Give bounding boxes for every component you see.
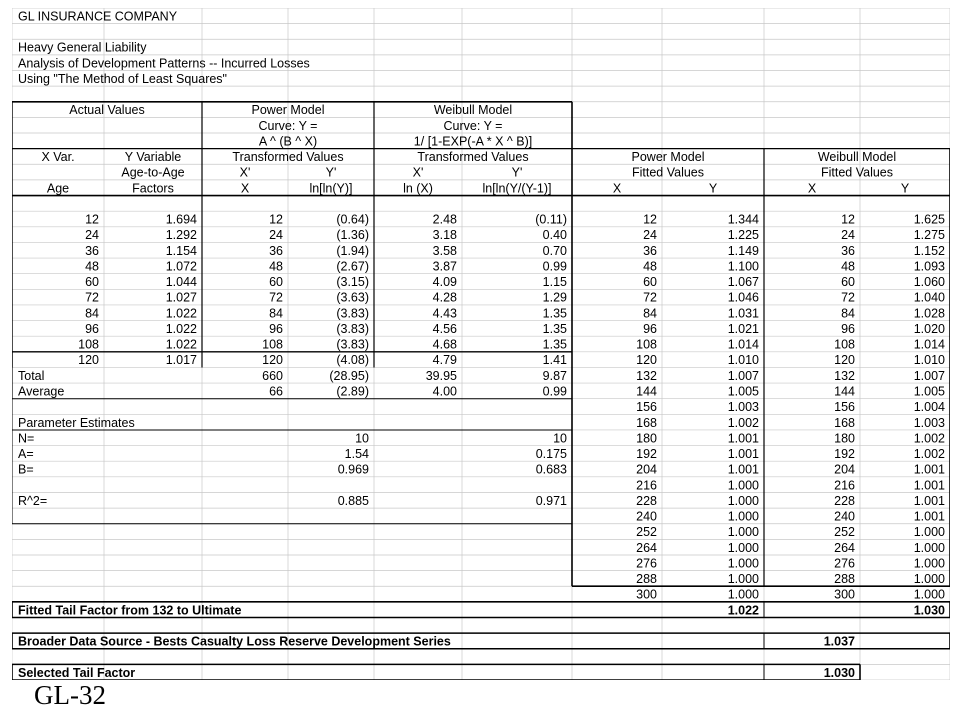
- fitted-power-y-cell: 1.014: [727, 337, 759, 352]
- group-power-model: Power Model: [251, 103, 325, 118]
- average-label: Average: [18, 384, 65, 399]
- factor-cell: 1.044: [165, 275, 197, 290]
- age-cell: 120: [78, 353, 99, 368]
- col-header-lnln: ln[ln(Y)]: [309, 181, 353, 196]
- fitted-power-y-cell: 1.000: [727, 572, 759, 587]
- fitted-power-x-cell: 216: [636, 478, 657, 493]
- col-header-fitted-weibull: Fitted Values: [820, 165, 894, 180]
- power-yprime-cell: (4.08): [336, 353, 369, 368]
- group-weibull-model: Weibull Model: [433, 103, 513, 118]
- fitted-power-y-cell: 1.100: [727, 259, 759, 274]
- age-cell: 12: [85, 212, 99, 227]
- fitted-power-x-cell: 108: [636, 337, 657, 352]
- report-subtitle: Analysis of Development Patterns -- Incurred Losses: [18, 56, 310, 71]
- fitted-weibull-x-cell: 288: [834, 572, 855, 587]
- fitted-weibull-x-cell: 204: [834, 462, 855, 477]
- col-header-transformed-power: Transformed Values: [232, 150, 344, 165]
- fitted-power-y-cell: 1.000: [727, 540, 759, 555]
- parameter-label: B=: [18, 462, 34, 477]
- age-cell: 108: [78, 337, 99, 352]
- col-header-age: Age: [46, 181, 70, 196]
- weibull-xprime-cell: 3.58: [432, 243, 457, 258]
- weibull-xprime-cell: 4.56: [432, 321, 457, 336]
- col-header-yprime-power: Y': [325, 165, 337, 180]
- power-yprime-cell: (1.36): [336, 228, 369, 243]
- fitted-weibull-y-cell: 1.040: [913, 290, 945, 305]
- fitted-power-x-cell: 24: [643, 228, 657, 243]
- slide-label: GL-32: [34, 680, 106, 710]
- fitted-weibull-x-cell: 192: [834, 447, 855, 462]
- fitted-power-y-cell: 1.149: [727, 243, 759, 258]
- fitted-weibull-x-cell: 60: [841, 275, 855, 290]
- fitted-weibull-y-cell: 1.001: [913, 462, 945, 477]
- fitted-weibull-x-cell: 264: [834, 540, 855, 555]
- fitted-weibull-y-cell: 1.000: [913, 540, 945, 555]
- broader-data-source-value: 1.037: [823, 634, 855, 649]
- col-header-yvar: Y Variable: [124, 150, 182, 165]
- fitted-weibull-y-cell: 1.000: [913, 525, 945, 540]
- fitted-weibull-y-cell: 1.000: [913, 556, 945, 571]
- parameter-label: N=: [18, 431, 35, 446]
- fitted-weibull-x-cell: 144: [834, 384, 855, 399]
- fitted-power-x-cell: 96: [643, 321, 657, 336]
- fitted-weibull-y-cell: 1.004: [913, 400, 945, 415]
- cell-texts: [18, 9, 945, 679]
- total-weibull-y: 9.87: [542, 368, 567, 383]
- fitted-weibull-x-cell: 240: [834, 509, 855, 524]
- broader-data-source-label: Broader Data Source - Bests Casualty Loss Reserve Development Series: [18, 634, 451, 649]
- fitted-power-x-cell: 144: [636, 384, 657, 399]
- total-power-x: 660: [262, 368, 283, 383]
- fitted-power-x-cell: 84: [643, 306, 657, 321]
- fitted-power-x-cell: 156: [636, 400, 657, 415]
- fitted-power-x-cell: 48: [643, 259, 657, 274]
- weibull-yprime-cell: 1.29: [542, 290, 567, 305]
- factor-cell: 1.022: [165, 321, 197, 336]
- total-weibull-x: 39.95: [425, 368, 457, 383]
- fitted-weibull-y-cell: 1.625: [913, 212, 945, 227]
- col-header-yprime-weibull: Y': [511, 165, 523, 180]
- selected-tail-factor-value: 1.030: [823, 665, 855, 680]
- average-power-y: (2.89): [336, 384, 369, 399]
- age-cell: 24: [85, 228, 99, 243]
- parameter-label: R^2=: [18, 493, 48, 508]
- average-power-x: 66: [269, 384, 283, 399]
- weibull-yprime-cell: 1.35: [542, 306, 567, 321]
- power-yprime-cell: (2.67): [336, 259, 369, 274]
- power-xprime-cell: 24: [269, 228, 283, 243]
- factor-cell: 1.292: [165, 228, 197, 243]
- spreadsheet: [12, 8, 950, 680]
- fitted-tail-factor-label: Fitted Tail Factor from 132 to Ultimate: [18, 603, 242, 618]
- power-yprime-cell: (0.64): [336, 212, 369, 227]
- parameter-weibull-value: 10: [553, 431, 567, 446]
- fitted-weibull-y-cell: 1.000: [913, 572, 945, 587]
- age-cell: 96: [85, 321, 99, 336]
- weibull-yprime-cell: 1.35: [542, 337, 567, 352]
- col-header-factors: Factors: [132, 181, 174, 196]
- factor-cell: 1.017: [165, 353, 197, 368]
- col-header-fitted-x-power: X: [612, 181, 622, 196]
- factor-cell: 1.022: [165, 337, 197, 352]
- power-yprime-cell: (1.94): [336, 243, 369, 258]
- fitted-power-x-cell: 264: [636, 540, 657, 555]
- weibull-curve-formula: 1/ [1-EXP(-A * X ^ B)]: [413, 134, 533, 149]
- weibull-yprime-cell: 0.99: [542, 259, 567, 274]
- power-yprime-cell: (3.83): [336, 337, 369, 352]
- weibull-yprime-cell: 0.70: [542, 243, 567, 258]
- fitted-power-x-cell: 60: [643, 275, 657, 290]
- weibull-xprime-cell: 2.48: [432, 212, 457, 227]
- factor-cell: 1.694: [165, 212, 197, 227]
- fitted-weibull-x-cell: 156: [834, 400, 855, 415]
- average-weibull-y: 0.99: [542, 384, 567, 399]
- group-actual-values: Actual Values: [69, 103, 145, 118]
- fitted-power-x-cell: 252: [636, 525, 657, 540]
- fitted-weibull-x-cell: 228: [834, 493, 855, 508]
- col-header-power-model: Power Model: [631, 150, 705, 165]
- fitted-power-y-cell: 1.001: [727, 447, 759, 462]
- fitted-weibull-y-cell: 1.003: [913, 415, 945, 430]
- fitted-weibull-y-cell: 1.001: [913, 509, 945, 524]
- fitted-weibull-x-cell: 252: [834, 525, 855, 540]
- fitted-weibull-y-cell: 1.152: [913, 243, 945, 258]
- col-header-fitted-y-weibull: Y: [900, 181, 910, 196]
- fitted-weibull-x-cell: 300: [834, 587, 855, 602]
- fitted-weibull-y-cell: 1.002: [913, 431, 945, 446]
- fitted-weibull-y-cell: 1.014: [913, 337, 945, 352]
- fitted-weibull-x-cell: 132: [834, 368, 855, 383]
- power-xprime-cell: 96: [269, 321, 283, 336]
- weibull-xprime-cell: 3.18: [432, 228, 457, 243]
- fitted-power-y-cell: 1.000: [727, 556, 759, 571]
- parameter-power-value: 1.54: [344, 447, 369, 462]
- power-curve-label: Curve: Y =: [258, 118, 318, 133]
- fitted-weibull-x-cell: 276: [834, 556, 855, 571]
- fitted-power-y-cell: 1.000: [727, 509, 759, 524]
- col-header-fitted-power: Fitted Values: [631, 165, 705, 180]
- weibull-yprime-cell: 1.35: [542, 321, 567, 336]
- fitted-power-x-cell: 12: [643, 212, 657, 227]
- fitted-power-y-cell: 1.002: [727, 415, 759, 430]
- factor-cell: 1.072: [165, 259, 197, 274]
- col-header-xvar: X Var.: [41, 150, 75, 165]
- col-header-weibull-model: Weibull Model: [817, 150, 897, 165]
- fitted-power-y-cell: 1.225: [727, 228, 759, 243]
- total-power-y: (28.95): [329, 368, 369, 383]
- fitted-weibull-y-cell: 1.007: [913, 368, 945, 383]
- fitted-weibull-x-cell: 48: [841, 259, 855, 274]
- fitted-weibull-y-cell: 1.002: [913, 447, 945, 462]
- age-cell: 60: [85, 275, 99, 290]
- fitted-power-y-cell: 1.000: [727, 478, 759, 493]
- power-curve-formula: A ^ (B ^ X): [258, 134, 318, 149]
- weibull-xprime-cell: 4.79: [432, 353, 457, 368]
- power-xprime-cell: 36: [269, 243, 283, 258]
- fitted-power-x-cell: 228: [636, 493, 657, 508]
- age-cell: 84: [85, 306, 99, 321]
- fitted-weibull-y-cell: 1.001: [913, 478, 945, 493]
- parameter-power-value: 0.969: [337, 462, 369, 477]
- fitted-weibull-x-cell: 120: [834, 353, 855, 368]
- average-weibull-x: 4.00: [432, 384, 457, 399]
- fitted-power-y-cell: 1.007: [727, 368, 759, 383]
- weibull-yprime-cell: 0.40: [542, 228, 567, 243]
- power-xprime-cell: 120: [262, 353, 283, 368]
- weibull-curve-label: Curve: Y =: [443, 118, 503, 133]
- power-xprime-cell: 108: [262, 337, 283, 352]
- col-header-xprime-power: X': [239, 165, 251, 180]
- col-header-transformed-weibull: Transformed Values: [417, 150, 529, 165]
- col-header-lnln2: ln[ln(Y/(Y-1)]: [482, 181, 552, 196]
- col-header-fitted-y-power: Y: [708, 181, 718, 196]
- weibull-yprime-cell: (0.11): [535, 212, 567, 227]
- weibull-xprime-cell: 4.68: [432, 337, 457, 352]
- fitted-weibull-y-cell: 1.000: [913, 587, 945, 602]
- parameter-weibull-value: 0.175: [535, 447, 567, 462]
- spreadsheet-grid: [12, 8, 950, 680]
- fitted-weibull-y-cell: 1.010: [913, 353, 945, 368]
- fitted-tail-power-value: 1.022: [727, 603, 759, 618]
- fitted-weibull-x-cell: 84: [841, 306, 855, 321]
- age-cell: 48: [85, 259, 99, 274]
- col-header-lnx: ln (X): [403, 181, 433, 196]
- power-xprime-cell: 60: [269, 275, 283, 290]
- fitted-power-x-cell: 72: [643, 290, 657, 305]
- factor-cell: 1.027: [165, 290, 197, 305]
- fitted-power-y-cell: 1.001: [727, 431, 759, 446]
- fitted-power-y-cell: 1.000: [727, 525, 759, 540]
- report-method: Using "The Method of Least Squares": [18, 71, 227, 86]
- fitted-power-x-cell: 192: [636, 447, 657, 462]
- fitted-power-y-cell: 1.000: [727, 587, 759, 602]
- fitted-power-y-cell: 1.010: [727, 353, 759, 368]
- fitted-power-x-cell: 168: [636, 415, 657, 430]
- power-xprime-cell: 84: [269, 306, 283, 321]
- fitted-weibull-x-cell: 12: [841, 212, 855, 227]
- parameter-estimates-title: Parameter Estimates: [18, 415, 135, 430]
- parameter-label: A=: [18, 447, 34, 462]
- weibull-xprime-cell: 3.87: [432, 259, 457, 274]
- fitted-power-x-cell: 36: [643, 243, 657, 258]
- fitted-weibull-y-cell: 1.005: [913, 384, 945, 399]
- fitted-power-y-cell: 1.067: [727, 275, 759, 290]
- age-cell: 36: [85, 243, 99, 258]
- fitted-tail-weibull-value: 1.030: [913, 603, 945, 618]
- fitted-weibull-y-cell: 1.093: [913, 259, 945, 274]
- power-xprime-cell: 48: [269, 259, 283, 274]
- fitted-power-x-cell: 240: [636, 509, 657, 524]
- col-header-x-power: X: [240, 181, 250, 196]
- fitted-power-y-cell: 1.001: [727, 462, 759, 477]
- fitted-weibull-y-cell: 1.275: [913, 228, 945, 243]
- col-header-age-to-age: Age-to-Age: [121, 165, 185, 180]
- fitted-weibull-x-cell: 24: [841, 228, 855, 243]
- fitted-power-y-cell: 1.031: [727, 306, 759, 321]
- weibull-xprime-cell: 4.43: [432, 306, 457, 321]
- fitted-power-y-cell: 1.021: [727, 321, 759, 336]
- fitted-power-y-cell: 1.005: [727, 384, 759, 399]
- fitted-weibull-x-cell: 36: [841, 243, 855, 258]
- fitted-power-y-cell: 1.000: [727, 493, 759, 508]
- selected-tail-factor-label: Selected Tail Factor: [18, 665, 136, 680]
- company-name: GL INSURANCE COMPANY: [18, 9, 178, 24]
- col-header-fitted-x-weibull: X: [807, 181, 817, 196]
- fitted-weibull-y-cell: 1.028: [913, 306, 945, 321]
- fitted-weibull-y-cell: 1.060: [913, 275, 945, 290]
- weibull-xprime-cell: 4.28: [432, 290, 457, 305]
- power-yprime-cell: (3.15): [336, 275, 369, 290]
- parameter-weibull-value: 0.683: [535, 462, 567, 477]
- parameter-power-value: 10: [355, 431, 369, 446]
- fitted-weibull-y-cell: 1.020: [913, 321, 945, 336]
- fitted-weibull-y-cell: 1.001: [913, 493, 945, 508]
- fitted-weibull-x-cell: 72: [841, 290, 855, 305]
- fitted-power-x-cell: 120: [636, 353, 657, 368]
- weibull-yprime-cell: 1.15: [542, 275, 567, 290]
- weibull-yprime-cell: 1.41: [542, 353, 567, 368]
- fitted-weibull-x-cell: 168: [834, 415, 855, 430]
- fitted-power-x-cell: 288: [636, 572, 657, 587]
- factor-cell: 1.154: [165, 243, 197, 258]
- fitted-power-x-cell: 300: [636, 587, 657, 602]
- fitted-power-y-cell: 1.046: [727, 290, 759, 305]
- fitted-power-x-cell: 276: [636, 556, 657, 571]
- fitted-power-x-cell: 180: [636, 431, 657, 446]
- power-xprime-cell: 12: [269, 212, 283, 227]
- parameter-weibull-value: 0.971: [535, 493, 567, 508]
- power-yprime-cell: (3.63): [336, 290, 369, 305]
- fitted-power-x-cell: 204: [636, 462, 657, 477]
- factor-cell: 1.022: [165, 306, 197, 321]
- fitted-weibull-x-cell: 216: [834, 478, 855, 493]
- report-title: Heavy General Liability: [18, 40, 147, 55]
- fitted-weibull-x-cell: 108: [834, 337, 855, 352]
- fitted-power-y-cell: 1.344: [727, 212, 759, 227]
- weibull-xprime-cell: 4.09: [432, 275, 457, 290]
- fitted-weibull-x-cell: 180: [834, 431, 855, 446]
- col-header-xprime-weibull: X': [412, 165, 424, 180]
- fitted-power-x-cell: 132: [636, 368, 657, 383]
- power-xprime-cell: 72: [269, 290, 283, 305]
- age-cell: 72: [85, 290, 99, 305]
- fitted-power-y-cell: 1.003: [727, 400, 759, 415]
- parameter-power-value: 0.885: [337, 493, 369, 508]
- power-yprime-cell: (3.83): [336, 321, 369, 336]
- fitted-weibull-x-cell: 96: [841, 321, 855, 336]
- power-yprime-cell: (3.83): [336, 306, 369, 321]
- total-label: Total: [18, 368, 45, 383]
